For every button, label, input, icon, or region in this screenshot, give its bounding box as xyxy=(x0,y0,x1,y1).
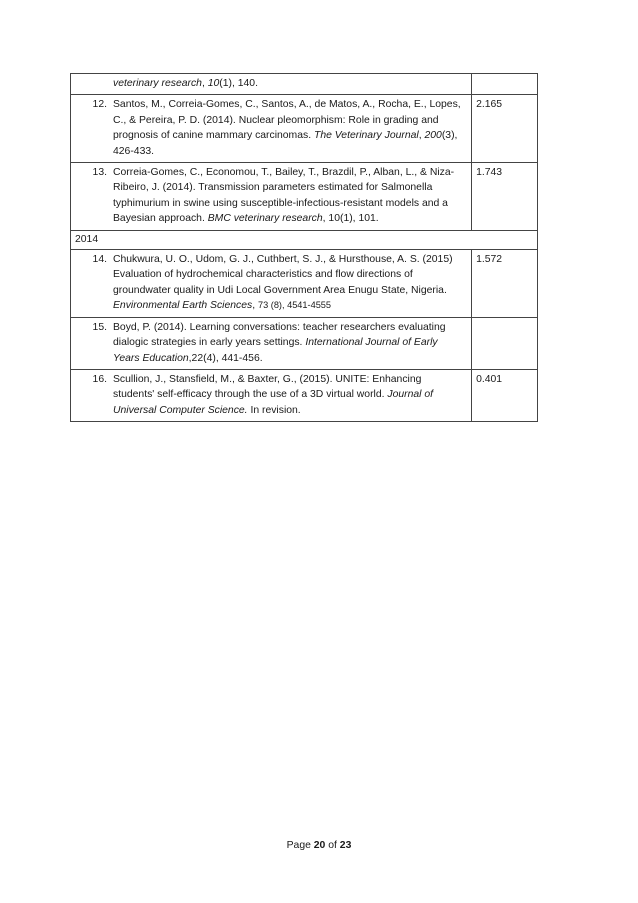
reference-number: 14. xyxy=(92,254,107,266)
reference-italic-segment: Environmental Earth Sciences xyxy=(113,300,253,312)
reference-segment: (1), 140. xyxy=(219,78,258,89)
reference-cell xyxy=(71,74,472,95)
reference-segment: Boyd, P. (2014). Learning conversations: teacher researchers evaluating dialogic strategies in early years settings. xyxy=(113,321,446,349)
reference-segment: , xyxy=(201,78,208,89)
total-page-count: 23 xyxy=(339,840,352,851)
reference-row xyxy=(71,95,538,163)
footer-separator: of xyxy=(325,840,340,851)
reference-number xyxy=(71,76,113,91)
reference-text xyxy=(113,252,465,314)
reference-segment: In revision. xyxy=(247,404,301,416)
reference-text xyxy=(113,320,465,366)
reference-segment: Chukwura, U. O., Udom, G. J., Cuthbert, S. J., & Hursthouse, A. S. (2015) Evaluation of hydrochemical characteristics and flow directions of groundwater quality in Udi Local Government Area Enugu State, Nigeria. xyxy=(113,254,453,296)
impact-factor-cell: 1.572 xyxy=(472,250,538,318)
reference-segment: ,22(4), 441-456. xyxy=(188,352,263,364)
reference-cell xyxy=(71,369,472,421)
current-page-number: 20 xyxy=(313,840,326,851)
reference-cell xyxy=(71,317,472,369)
reference-segment: Correia-Gomes, C., Economou, T., Bailey, T., Brazdil, P., Alban, L., & Niza-Ribeiro, J. (2014). Transmission parameters estimated for Salmonella typhimurium in swine using susceptible-infectious-resistant models and a Bayesian approach. xyxy=(113,167,455,225)
reference-italic-segment: 10 xyxy=(207,78,220,89)
reference-text xyxy=(113,97,465,159)
reference-cell xyxy=(71,95,472,163)
reference-number: 16. xyxy=(92,373,107,385)
footer-prefix: Page xyxy=(286,840,314,851)
reference-text xyxy=(113,76,465,91)
reference-italic-segment: Journal of Universal Computer Science. xyxy=(113,389,434,416)
reference-number: 13. xyxy=(92,167,107,179)
reference-segment: (3), 426-433. xyxy=(113,130,458,157)
reference-row xyxy=(71,74,538,95)
reference-text xyxy=(113,372,465,418)
reference-italic-segment: 200 xyxy=(424,130,442,142)
reference-segment: Scullion, J., Stansfield, M., & Baxter, G., (2015). UNITE: Enhancing students' self-efficacy through the use of a 3D virtual world. xyxy=(113,373,422,401)
page-footer xyxy=(0,840,638,851)
reference-segment: 73 (8), 4541-4555 xyxy=(257,300,332,311)
reference-row xyxy=(71,317,538,369)
reference-row xyxy=(71,369,538,421)
reference-number: 15. xyxy=(92,321,107,333)
year-row xyxy=(71,230,538,249)
reference-text xyxy=(113,165,465,227)
reference-cell xyxy=(71,250,472,318)
reference-cell xyxy=(71,163,472,231)
impact-factor-cell: 2.165 xyxy=(472,95,538,163)
reference-italic-segment: veterinary research xyxy=(113,78,202,89)
reference-segment: , xyxy=(252,300,258,312)
reference-segment: Santos, M., Correia-Gomes, C., Santos, A., de Matos, A., Rocha, E., Lopes, C., & Pereira, P. D. (2014). Nuclear pleomorphism: Role in grading and prognosis of canine mammary carcinomas. xyxy=(113,99,461,142)
impact-factor-cell: 0.401 xyxy=(472,369,538,421)
reference-italic-segment: BMC veterinary research xyxy=(207,213,323,225)
impact-factor-cell: 1.743 xyxy=(472,163,538,231)
reference-row xyxy=(71,163,538,231)
reference-number: 12. xyxy=(92,99,107,111)
reference-row xyxy=(71,250,538,318)
publications-table xyxy=(70,73,538,422)
publications-table-body xyxy=(71,74,538,422)
reference-segment: , 10(1), 101. xyxy=(322,213,379,225)
year-label: 2014 xyxy=(71,230,538,249)
impact-factor-cell xyxy=(472,317,538,369)
reference-italic-segment: The Veterinary Journal xyxy=(313,130,419,142)
reference-segment: , xyxy=(418,130,425,142)
reference-italic-segment: International Journal of Early Years Education xyxy=(113,337,438,364)
impact-factor-cell xyxy=(472,74,538,95)
